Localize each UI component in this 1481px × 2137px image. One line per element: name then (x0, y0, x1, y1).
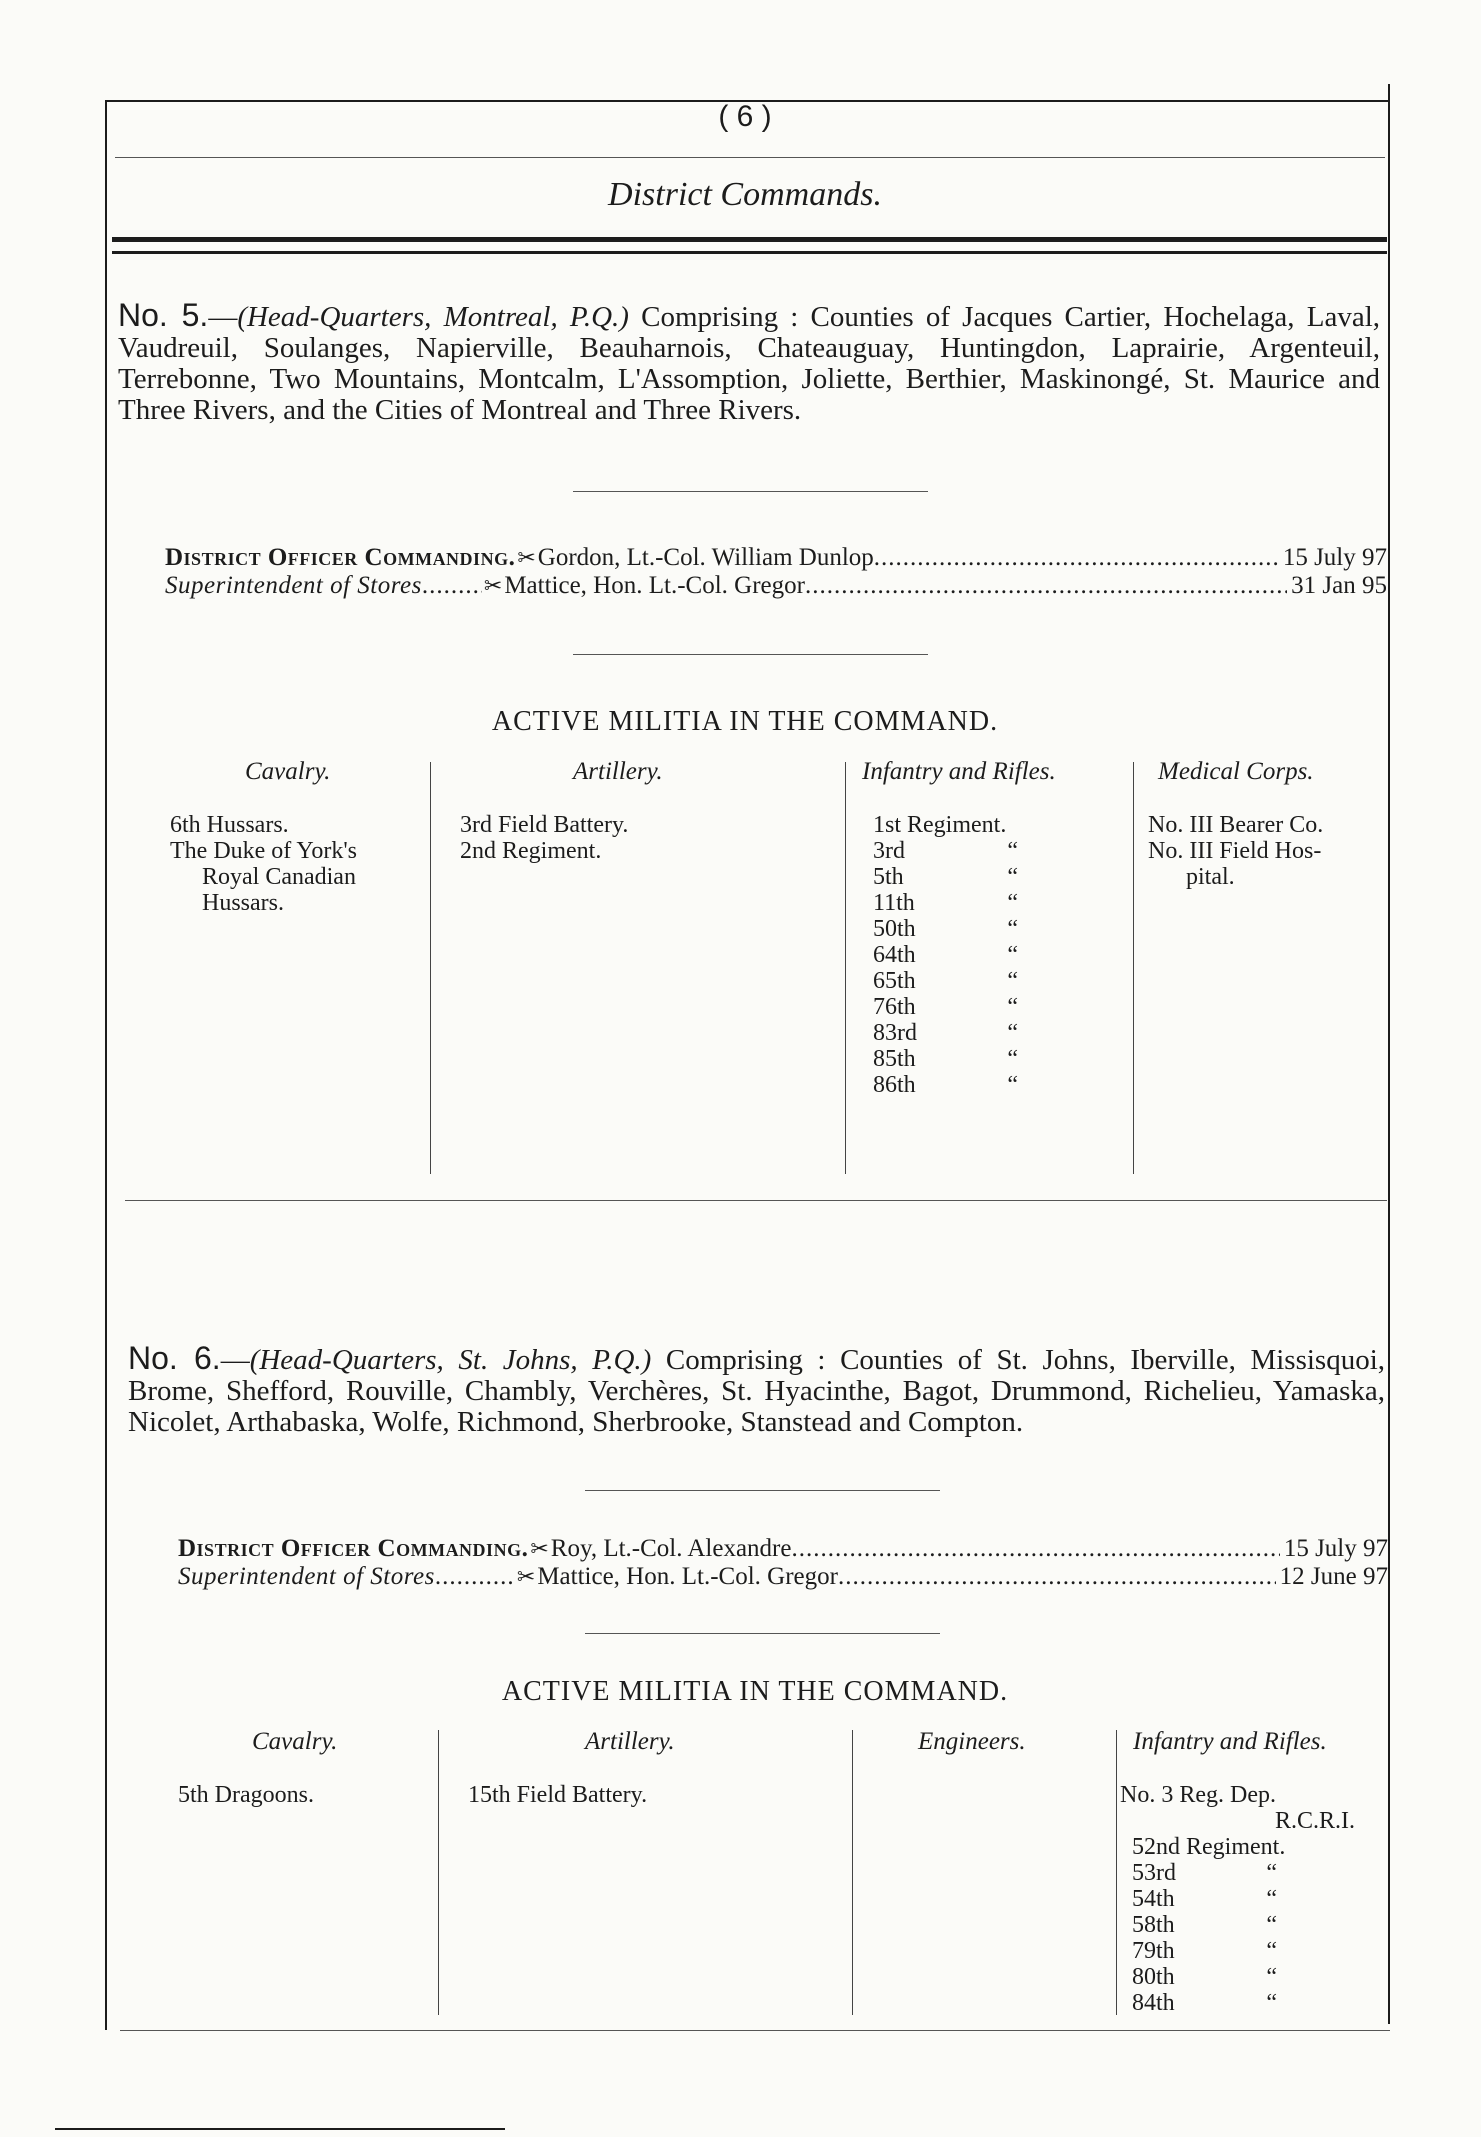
list-item: 5th “ (873, 864, 1018, 890)
leader-dots (838, 1563, 1276, 1590)
scissors-icon: ✂ (483, 573, 503, 598)
district-5-cavalry-list (170, 812, 357, 916)
officer-role: District Officer Commanding. (178, 1535, 529, 1562)
list-item: R.C.R.I. (1275, 1808, 1356, 1834)
officer-role: Superintendent of Stores (178, 1563, 435, 1590)
district-5-column-divider (845, 762, 846, 1174)
list-item: 54th “ (1132, 1886, 1277, 1912)
list-item: The Duke of York's (170, 838, 357, 864)
district-6-counties: Comprising : Counties of St. Johns, Iberville, Missisquoi, Brome, Shefford, Rouville, Chambly, Verchères, St. Hyacinthe, Bagot, Drummond, Richelieu, Yamaska, Nicolet, Arthabaska, Wolfe, Richmond, Sherbrooke, Stanstead and Compton. (128, 1344, 1386, 1438)
list-item: 84th “ (1132, 1990, 1277, 2016)
district-6-engineers-header: Engineers. (918, 1728, 1026, 1755)
district-5-militia-heading: ACTIVE MILITIA IN THE COMMAND. (491, 706, 999, 737)
district-5-artillery-header: Artillery. (573, 758, 663, 785)
district-5-medical-list (1148, 812, 1323, 890)
district-5-artillery-list (460, 812, 628, 864)
list-item: 1st Regiment. (873, 812, 1007, 838)
district-5-divider-1 (573, 491, 928, 492)
list-item: 52nd Regiment. (1132, 1834, 1286, 1860)
officer-role: District Officer Commanding. (165, 544, 516, 571)
district-6-column-divider (438, 1730, 439, 2015)
officer-date: 31 Jan 95 (1291, 572, 1387, 599)
officer-date: 15 July 97 (1282, 544, 1387, 571)
district-5-medical-header: Medical Corps. (1158, 758, 1314, 785)
list-item: 65th “ (873, 968, 1018, 994)
district-6-artillery-header: Artillery. (585, 1728, 675, 1755)
district-6-number: No. 6. (128, 1340, 221, 1376)
header-double-rule (112, 237, 1387, 242)
list-item: 85th “ (873, 1046, 1018, 1072)
list-item: 53rd “ (1132, 1860, 1277, 1886)
officer-role: Superintendent of Stores (165, 572, 422, 599)
district-6-description: No. 6.—(Head-Quarters, St. Johns, P.Q.) Comprising : Counties of St. Johns, Iberville, Missisquoi, Brome, Shefford, Rouville, Chambly, Verchères, St. Hyacinthe, Bagot, Drummond, Richelieu, Yamaska, Nicolet, Arthabaska, Wolfe, Richmond, Sherbrooke, Stanstead and Compton. (128, 1340, 1386, 1438)
frame-left-rule (105, 100, 107, 2030)
officer-name: Mattice, Hon. Lt.-Col. Gregor (537, 1563, 838, 1590)
footer-rule (55, 2128, 505, 2130)
section-title: District Commands. (608, 176, 882, 213)
scissors-icon: ✂ (517, 545, 536, 570)
list-item: 11th “ (873, 890, 1018, 916)
officer-date: 15 July 97 (1283, 1535, 1388, 1562)
district-6-officer-commanding (178, 1535, 1388, 1562)
list-item: 6th Hussars. (170, 812, 289, 838)
district-6-divider-1 (585, 1490, 940, 1491)
list-item: 79th “ (1132, 1938, 1277, 1964)
district-5-cavalry-header: Cavalry. (245, 758, 331, 785)
district-5-infantry-list (873, 812, 1018, 1098)
district-5-hq: (Head-Quarters, Montreal, P.Q.) (237, 301, 629, 333)
leader-dots (422, 572, 482, 599)
list-item: 58th “ (1132, 1912, 1277, 1938)
list-item: 3rd “ (873, 838, 1018, 864)
district-6-infantry-list (1120, 1782, 1355, 2016)
district-6-column-divider (852, 1730, 853, 2015)
leader-dots (805, 572, 1287, 599)
scissors-icon: ✂ (530, 1536, 549, 1561)
list-item: 86th “ (873, 1072, 1018, 1098)
officer-name: Roy, Lt.-Col. Alexandre (550, 1535, 792, 1562)
district-5-counties: Comprising : Counties of Jacques Cartier, Hochelaga, Laval, Vaudreuil, Soulanges, Napierville, Beauharnois, Chateauguay, Huntingdon, Laprairie, Argenteuil, Terrebonne, Two Mountains, Montcalm, L'Assomption, Joliette, Berthier, Maskinongé, St. Maurice and Three Rivers, and the Cities of Montreal and Three Rivers. (118, 301, 1381, 426)
list-item: pital. (1186, 864, 1235, 890)
district-5-superintendent (165, 572, 1387, 599)
list-item: 2nd Regiment. (460, 838, 602, 864)
district-6-hq: (Head-Quarters, St. Johns, P.Q.) (249, 1344, 652, 1376)
district-6-divider-2 (585, 1633, 940, 1634)
header-double-rule-2 (112, 251, 1387, 254)
district-6-artillery-list (468, 1782, 647, 1808)
list-item: 5th Dragoons. (178, 1782, 314, 1808)
district-6-cavalry-list (178, 1782, 314, 1808)
district-6-cavalry-header: Cavalry. (252, 1728, 338, 1755)
district-6-column-divider (1116, 1730, 1117, 2015)
district-6-infantry-header: Infantry and Rifles. (1133, 1728, 1327, 1755)
officer-date: 12 June 97 (1279, 1563, 1388, 1590)
officer-name: Mattice, Hon. Lt.-Col. Gregor (504, 572, 805, 599)
list-item: 83rd “ (873, 1020, 1018, 1046)
scissors-icon: ✂ (516, 1564, 536, 1589)
district-separator-rule (125, 1200, 1387, 1201)
list-item: 50th “ (873, 916, 1018, 942)
list-item: 15th Field Battery. (468, 1782, 648, 1808)
list-item: No. III Field Hos- (1148, 838, 1322, 864)
page-number: ( 6 ) (718, 100, 772, 133)
district-6-superintendent (178, 1563, 1388, 1590)
list-item: 64th “ (873, 942, 1018, 968)
officer-name: Gordon, Lt.-Col. William Dunlop (537, 544, 874, 571)
bottom-page-rule (120, 2030, 1390, 2031)
district-5-description: No. 5.—(Head-Quarters, Montreal, P.Q.) Comprising : Counties of Jacques Cartier, Hochelaga, Laval, Vaudreuil, Soulanges, Napierville, Beauharnois, Chateauguay, Huntingdon, Laprairie, Argenteuil, Terrebonne, Two Mountains, Montcalm, L'Assomption, Joliette, Berthier, Maskinongé, St. Maurice and Three Rivers, and the Cities of Montreal and Three Rivers. (118, 297, 1381, 426)
header-thin-rule (115, 157, 1385, 158)
list-item: No. III Bearer Co. (1148, 812, 1324, 838)
district-5-infantry-header: Infantry and Rifles. (862, 758, 1056, 785)
district-5-column-divider (430, 762, 431, 1174)
leader-dots (874, 544, 1279, 571)
list-item: 3rd Field Battery. (460, 812, 629, 838)
district-5-divider-2 (573, 654, 928, 655)
district-5-officer-commanding (165, 544, 1387, 571)
district-5-column-divider (1133, 762, 1134, 1174)
list-item: Hussars. (202, 890, 284, 916)
leader-dots (435, 1563, 515, 1590)
district-6-militia-heading: ACTIVE MILITIA IN THE COMMAND. (501, 1676, 1009, 1707)
list-item: 80th “ (1132, 1964, 1277, 1990)
leader-dots (791, 1535, 1279, 1562)
frame-right-rule (1388, 84, 1390, 2024)
district-5-number: No. 5. (118, 297, 209, 333)
list-item: No. 3 Reg. Dep. (1120, 1782, 1276, 1808)
list-item: 76th “ (873, 994, 1018, 1020)
list-item: Royal Canadian (202, 864, 356, 890)
